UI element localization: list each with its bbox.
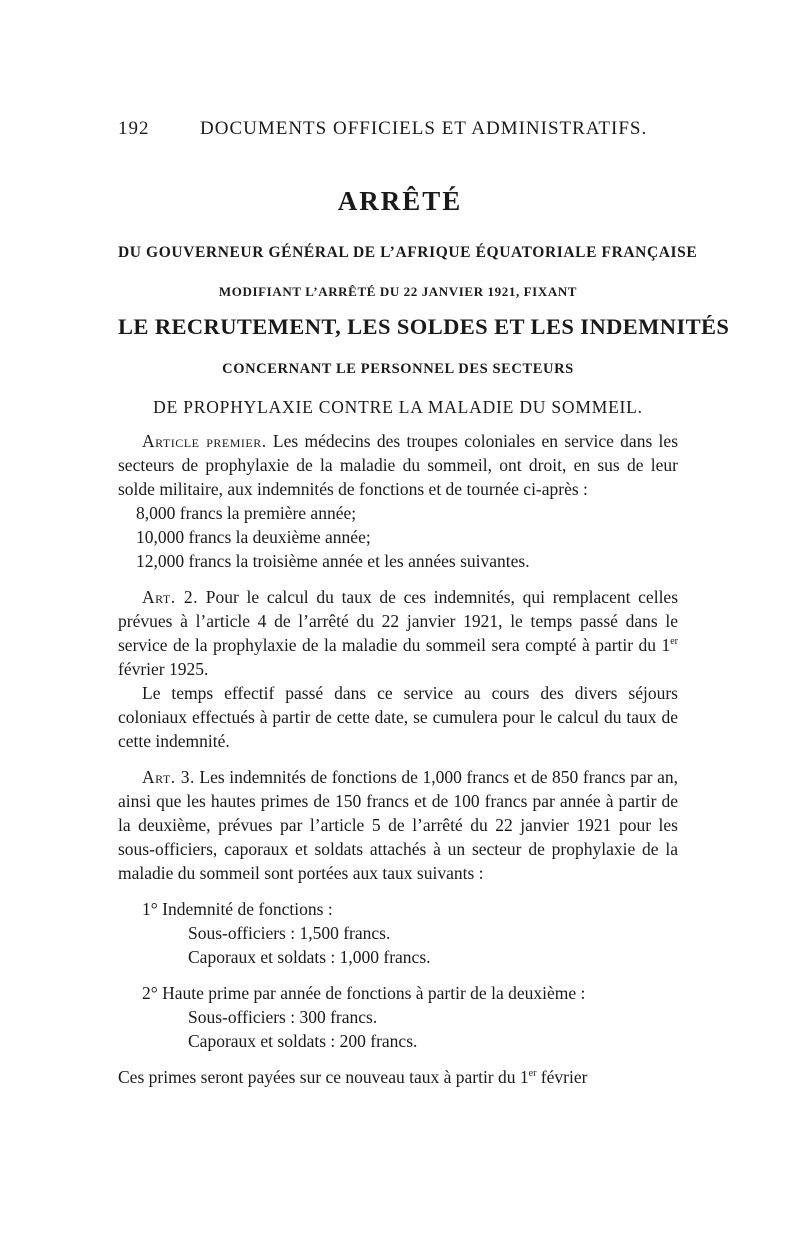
closing-text: Ces primes seront payées sur ce nouveau taux à partir du 1 [118, 1067, 529, 1087]
running-title: DOCUMENTS OFFICIELS ET ADMINISTRATIFS. [200, 118, 648, 139]
article-2-text-end: février 1925. [118, 659, 209, 679]
article-2-paragraph-2: Le temps effectif passé dans ce service au cours des divers séjours coloniaux effectués à partir de cette date, se cumulera pour le calcul du taux de cette indemnité. [118, 683, 678, 751]
article-3-section-2-item: Sous-officiers : 300 francs. [188, 1007, 378, 1027]
decree-subtitle-personnel: CONCERNANT LE PERSONNEL DES SECTEURS [222, 361, 574, 377]
article-1-text: Les médecins des troupes coloniales en service dans les secteurs de prophylaxie de la maladie du sommeil, ont droit, en sus de leur solde militaire, aux indemnités de fonctions et de tournée ci-après : [118, 431, 678, 499]
decree-subtitle-scope: DE PROPHYLAXIE CONTRE LA MALADIE DU SOMMEIL. [153, 397, 643, 417]
article-3-closing [118, 1065, 678, 1089]
article-3-section-1-item: Sous-officiers : 1,500 francs. [188, 923, 391, 943]
article-2-text: Pour le calcul du taux de ces indemnités, qui remplacent celles prévues à l’article 4 de l’arrêté du 22 janvier 1921, le temps passé dans le service de la prophylaxie de la maladie du sommeil sera compté à partir du 1 [118, 587, 679, 655]
decree-subtitle-subject: LE RECRUTEMENT, LES SOLDES ET LES INDEMNITÉS [118, 314, 730, 339]
article-1-item: 12,000 francs la troisième année et les années suivantes. [136, 551, 530, 571]
article-1-item: 8,000 francs la première année; [136, 503, 357, 523]
article-3-section-1-item: Caporaux et soldats : 1,000 francs. [188, 947, 431, 967]
decree-title: ARRÊTÉ [337, 186, 463, 216]
article-2-label: Art. 2. [142, 587, 198, 607]
running-header [118, 118, 678, 140]
closing-text-end: février [536, 1067, 588, 1087]
article-3-label: Art. 3. [142, 767, 195, 787]
article-3-text: Les indemnités de fonctions de 1,000 francs et de 850 francs par an, ainsi que les hautes primes de 150 francs et de 100 francs par année à partir de la deuxième, prévues par l’article 5 de l’arrêté du 22 janvier 1921 pour les sous-officiers, caporaux et soldats attachés à un secteur de prophylaxie de la maladie du sommeil sont portées aux taux suivants : [118, 767, 678, 883]
article-1-item: 10,000 francs la deuxième année; [136, 527, 371, 547]
article-3-paragraph [118, 765, 678, 885]
decree-subtitle-authority: DU GOUVERNEUR GÉNÉRAL DE L’AFRIQUE ÉQUATORIALE FRANÇAISE [118, 244, 698, 261]
page-number: 192 [118, 118, 150, 139]
document-body [118, 429, 678, 1089]
article-3-section-1-title: 1° Indemnité de fonctions : [142, 899, 333, 919]
decree-subtitle-modifying: MODIFIANT L’ARRÊTÉ DU 22 JANVIER 1921, FIXANT [218, 284, 578, 299]
article-3-section-2-item: Caporaux et soldats : 200 francs. [188, 1031, 418, 1051]
article-1-paragraph [118, 429, 678, 501]
article-3-section-2-title: 2° Haute prime par année de fonctions à partir de la deuxième : [142, 983, 586, 1003]
article-1-label: Article premier. [142, 431, 267, 451]
superscript: er [670, 636, 678, 648]
article-2-paragraph [118, 585, 678, 681]
superscript: er [528, 1068, 537, 1080]
